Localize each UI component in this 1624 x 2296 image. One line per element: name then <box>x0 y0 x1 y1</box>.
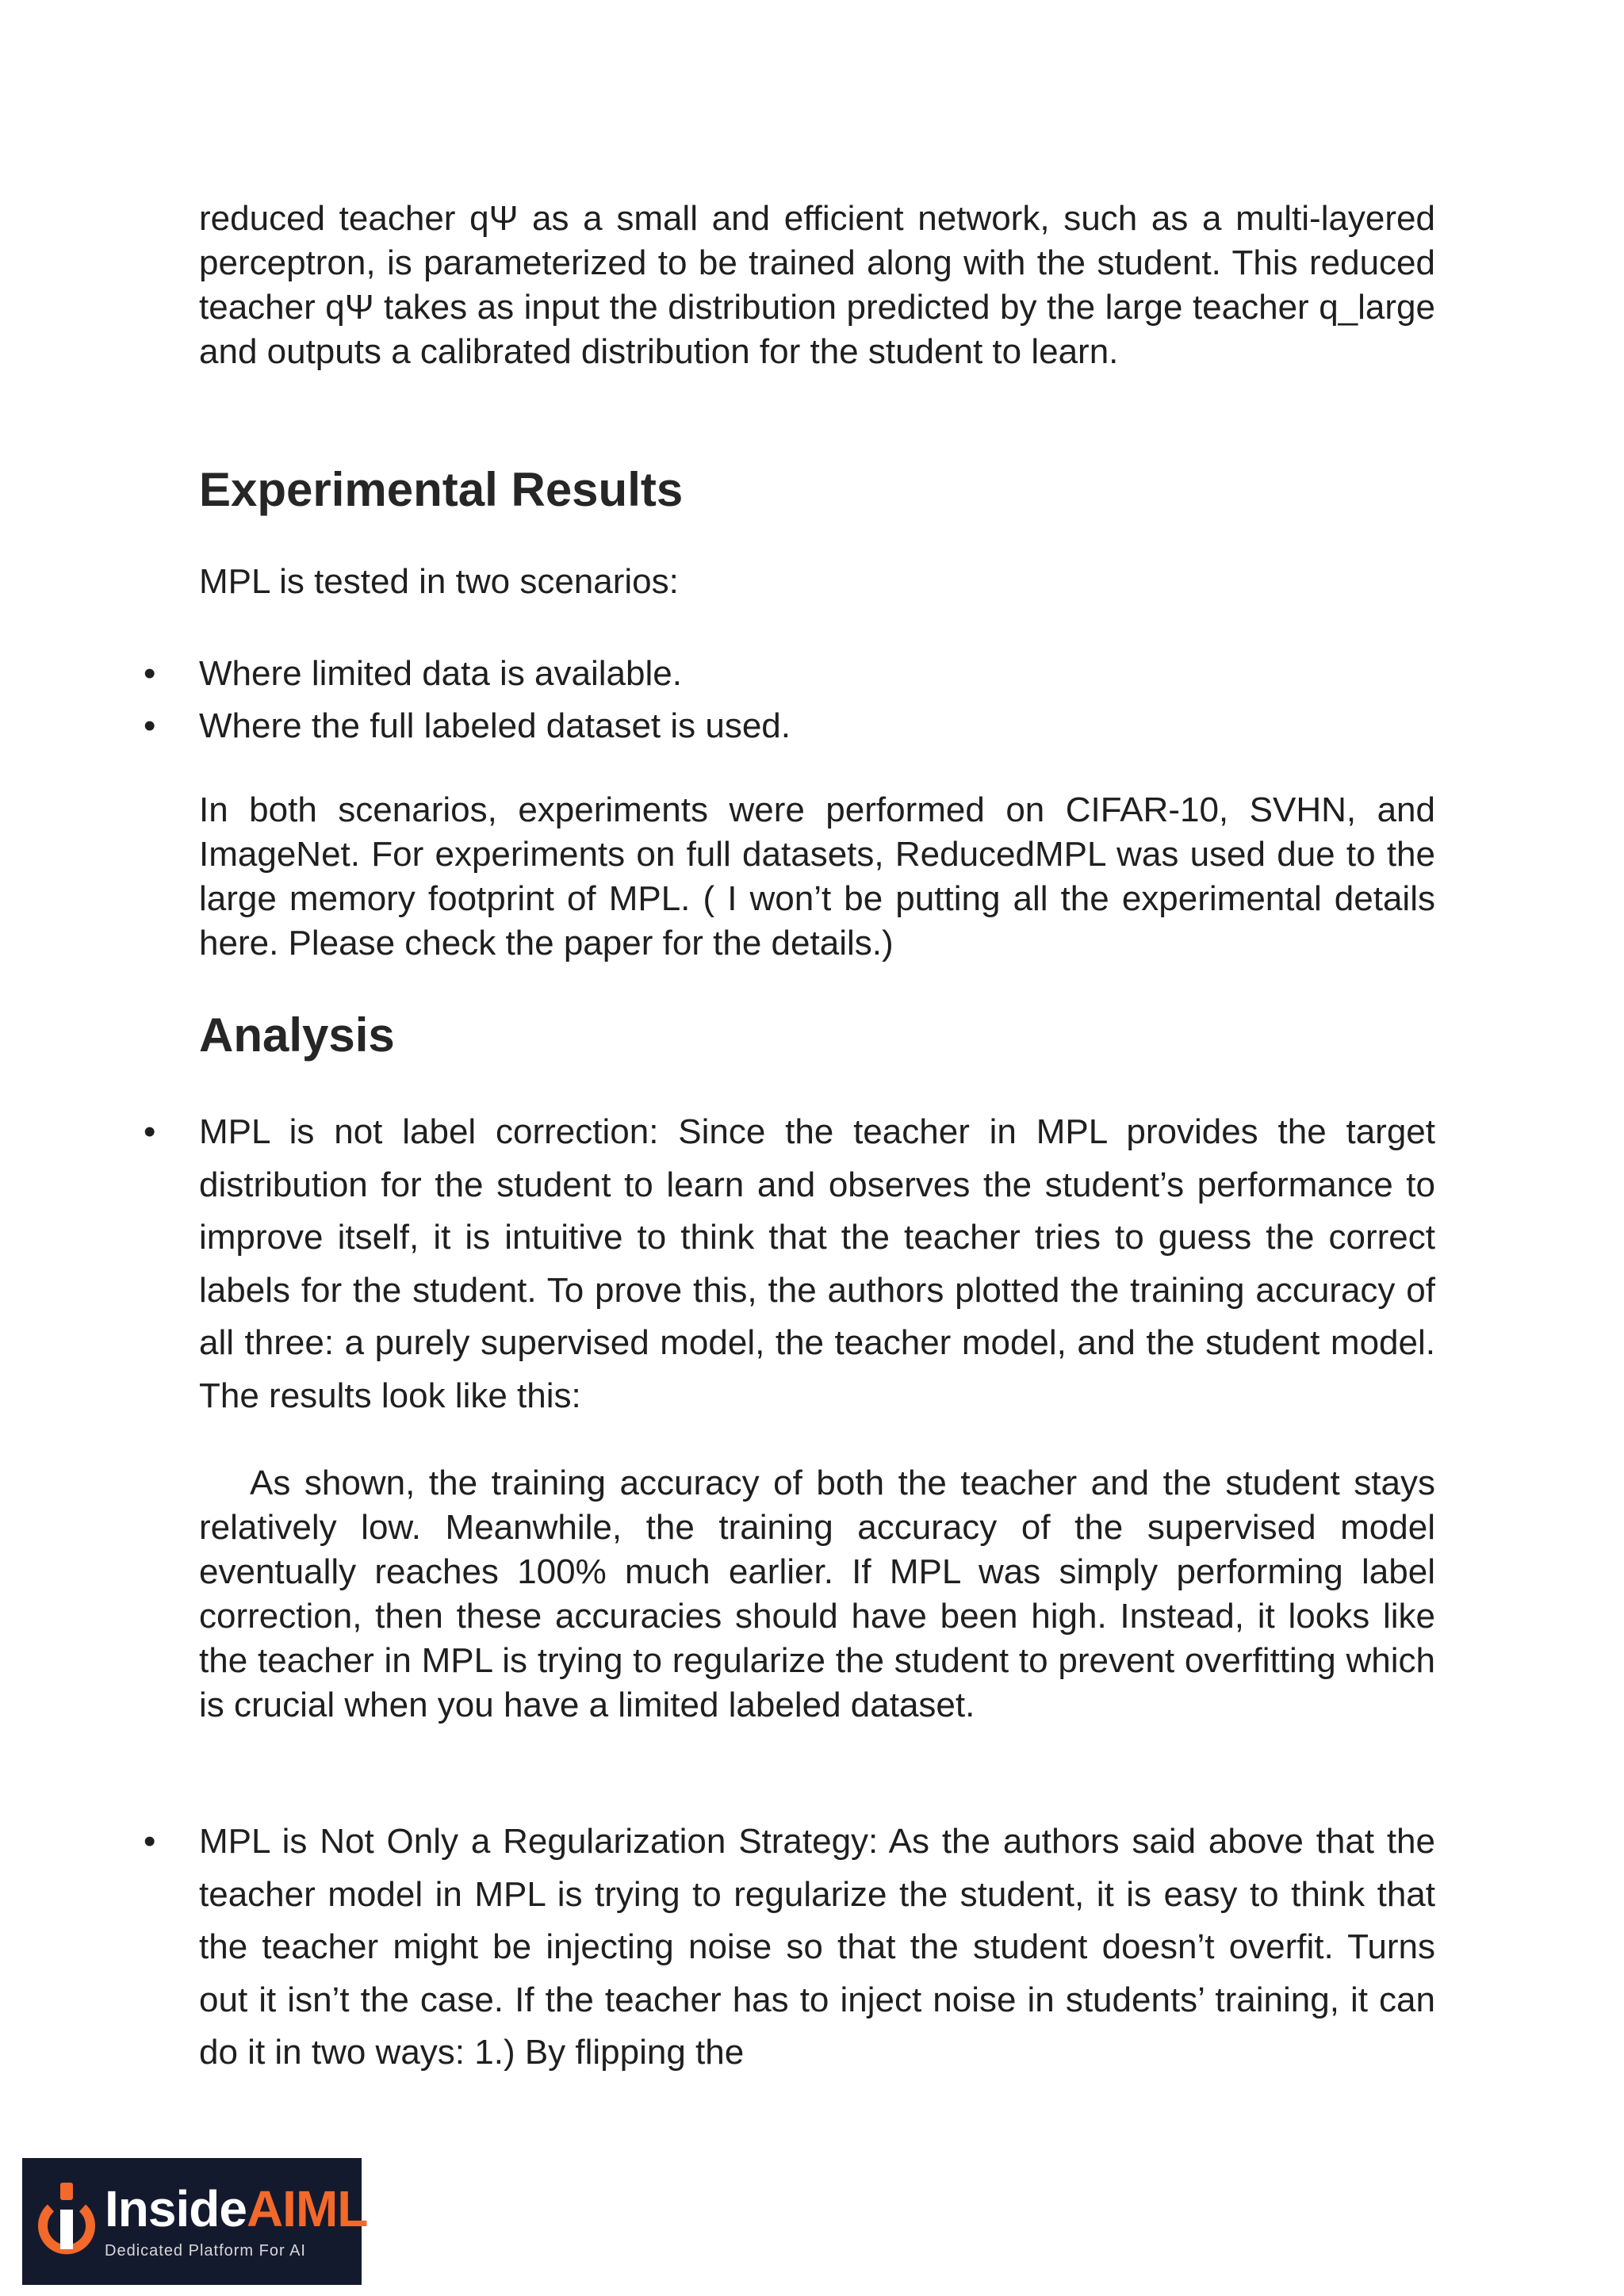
analysis-followup-paragraph: As shown, the training accuracy of both the teacher and the student stays relatively low. Meanwhile, the training accuracy of the supervised model eventually reaches 100% much earlier. If MPL was simply performing label correction, then these accuracies should have been high. Instead, it looks like the teacher in MPL is trying to regularize the student to prevent overfitting which is crucial when you have a limited labeled dataset. <box>199 1464 1435 1724</box>
bullet-icon: • <box>144 654 156 693</box>
analysis-point-text: MPL is Not Only a Regularization Strategy: As the authors said above that the teacher model in MPL is trying to regularize the student, it is easy to think that the teacher might be injecting noise so that the student doesn’t overfit. Turns out it isn’t the case. If the teacher has to inject noise in students’ training, it can do it in two ways: 1.) By flipping the <box>199 1822 1435 2072</box>
bullet-icon: • <box>144 1112 156 1151</box>
analysis-point-text: MPL is not label correction: Since the teacher in MPL provides the target distribution for the student to learn and observes the student’s performance to improve itself, it is intuitive to think that the teacher tries to guess the correct labels for the student. To prove this, the authors plotted the training accuracy of all three: a purely supervised model, the teacher model, and the student model. The results look like this: <box>199 1112 1435 1415</box>
bullet-icon: • <box>144 1822 156 1861</box>
logo-text <box>105 2179 368 2260</box>
scenarios-lead: MPL is tested in two scenarios: <box>199 562 679 601</box>
bullet-icon: • <box>144 706 156 745</box>
logo-tagline: Dedicated Platform For AI <box>105 2241 306 2260</box>
analysis-heading: Analysis <box>199 1008 395 1062</box>
logo-name: InsideAIML <box>105 2179 368 2237</box>
experiments-paragraph: In both scenarios, experiments were performed on CIFAR-10, SVHN, and ImageNet. For experiments on full datasets, ReducedMPL was used due to the large memory footprint of MPL. ( I won’t be putting all the experimental details here. Please check the paper for the details.) <box>199 790 1435 962</box>
experimental-results-heading: Experimental Results <box>199 463 684 516</box>
logo-mark-icon <box>33 2178 100 2265</box>
insideaiml-logo <box>22 2158 368 2285</box>
intro-paragraph: reduced teacher qΨ as a small and efficient network, such as a multi-layered perceptron, is parameterized to be trained along with the student. This reduced teacher qΨ takes as input the distribution predicted by the large teacher q_large and outputs a calibrated distribution for the student to learn. <box>199 199 1435 371</box>
